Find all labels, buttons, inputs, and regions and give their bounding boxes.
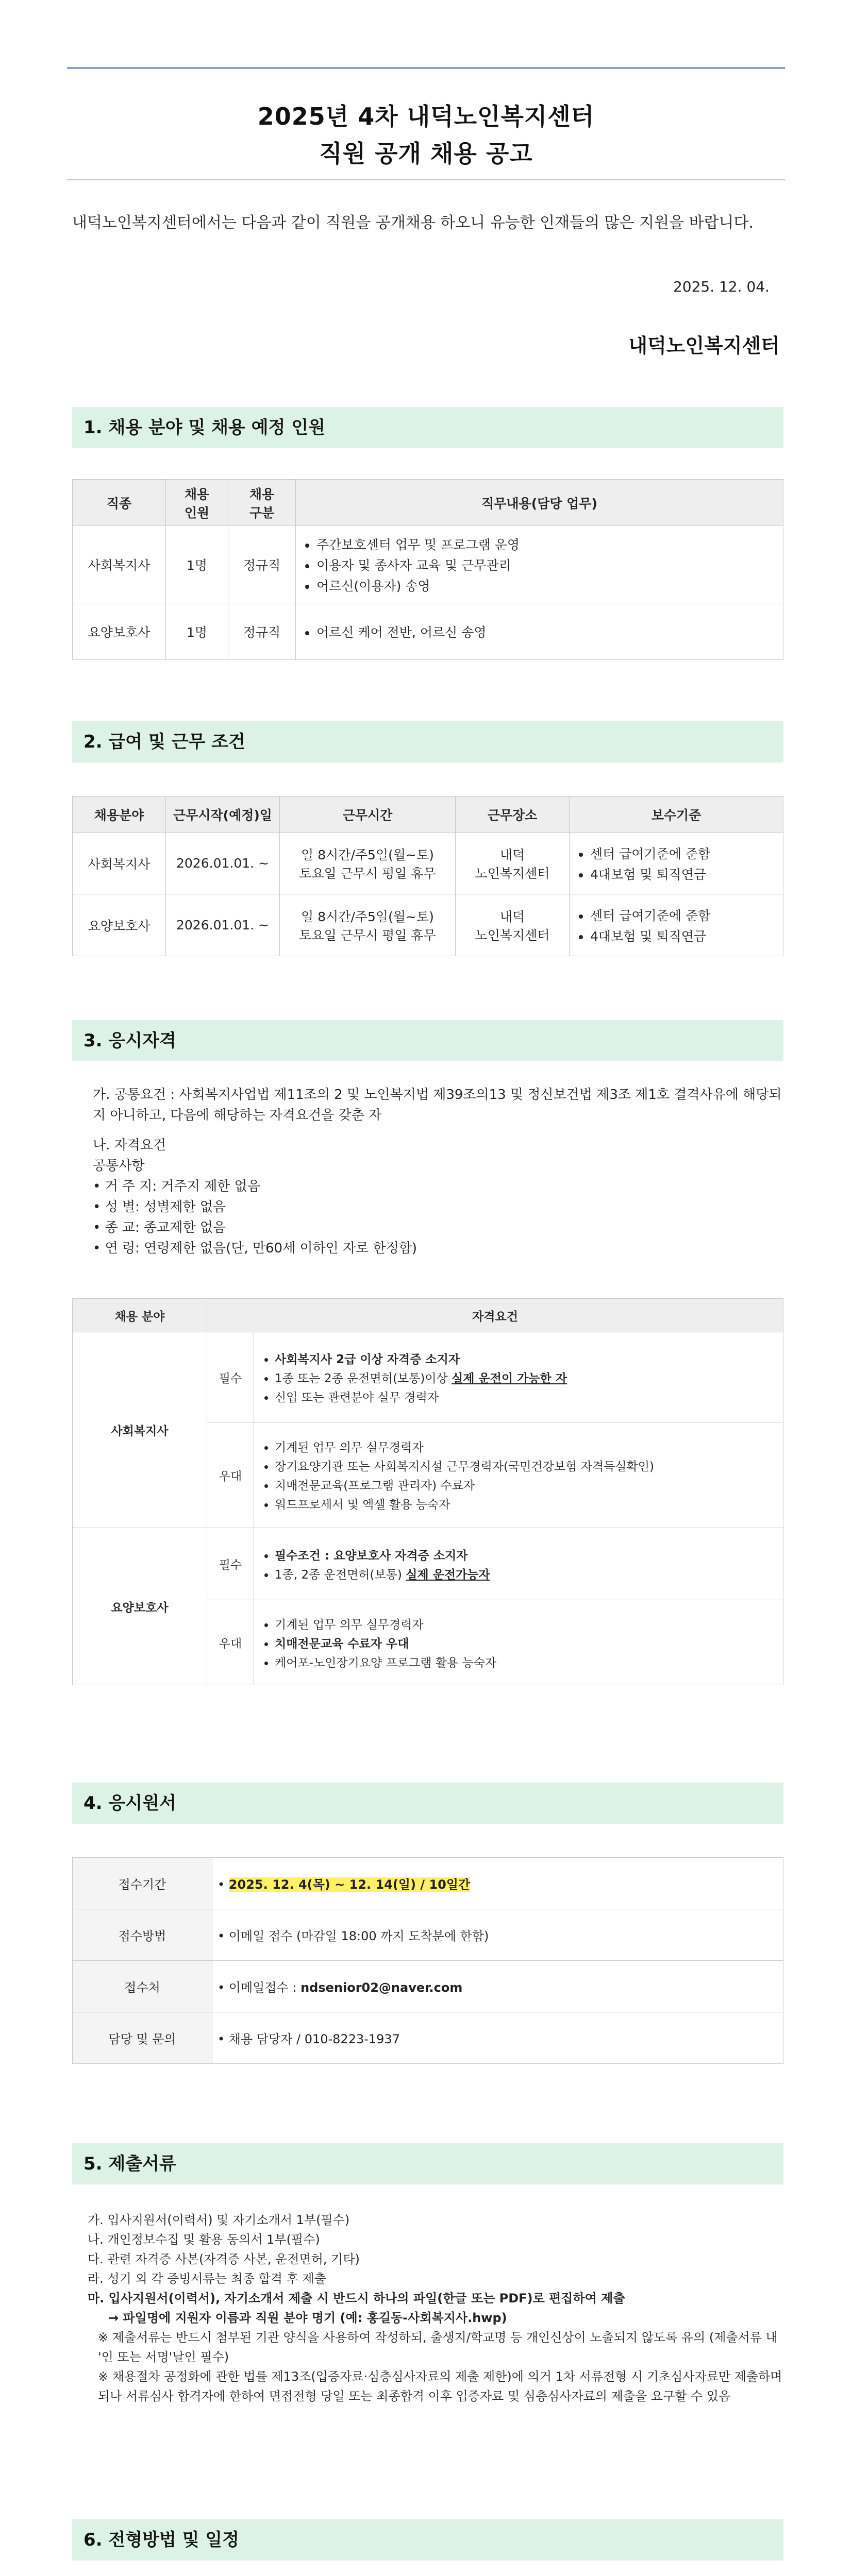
col-start: 근무시작(예정)일: [166, 796, 280, 833]
list-item: • 4대보험 및 퇴직연금: [590, 865, 778, 883]
table-row: [73, 1909, 783, 1961]
col-count: 채용 인원: [166, 480, 228, 526]
list-item: 다. 관련 자격증 사본(자격증 사본, 운전면허, 기타): [88, 2252, 360, 2266]
list-item: • 기계된 업무 의무 실무경력자: [275, 1438, 778, 1455]
cell-preferred: 우대: [207, 1600, 254, 1685]
place-line: 내덕: [499, 909, 525, 924]
license-emphasis: 실제 운전가능자: [406, 1568, 490, 1582]
list-item: • 필수조건 : 요양보호사 자격증 소지자: [275, 1546, 778, 1563]
table-row: [73, 894, 783, 956]
cell-field: 요양보호사: [73, 894, 166, 956]
cell-requirements: [254, 1528, 783, 1600]
period-highlight: 2025. 12. 4(목) ~ 12. 14(일) / 10일간: [228, 1877, 471, 1892]
note-item: ※ 제출서류는 반드시 첨부된 기관 양식을 사용하여 작성하되, 출생지/학교명 등 개인신상이 노출되지 않도록 유의 (제출서류 내 '인 또는 서명'날인 필수): [98, 2330, 778, 2364]
list-item: • 센터 급여기준에 준함: [590, 906, 778, 924]
col-type: 채용 구분: [228, 480, 296, 526]
cell-requirements: [254, 1332, 783, 1422]
top-rule: [67, 67, 785, 69]
cell-value: • 채용 담당자 / 010-8223-1937: [212, 2012, 783, 2064]
list-item: 라. 성기 외 각 증빙서류는 최종 합격 후 제출: [88, 2272, 326, 2286]
cell-type: 정규직: [228, 526, 296, 603]
list-item: • 어르신 케어 전반, 어르신 송영: [316, 622, 778, 641]
table-row: [73, 1858, 783, 1909]
cell-place: [456, 894, 570, 956]
cell-value: • 2025. 12. 4(목) ~ 12. 14(일) / 10일간: [212, 1858, 783, 1909]
cell-start: 2026.01.01. ~: [166, 894, 280, 956]
recruitment-table: [72, 479, 783, 660]
documents-list: [88, 2210, 783, 2406]
cell-preferences: [254, 1600, 783, 1685]
list-item: 나. 개인정보수집 및 활용 동의서 1부(필수): [88, 2232, 320, 2247]
list-item: [275, 1565, 778, 1582]
section-6-heading: 6. 전형방법 및 일정: [72, 2519, 783, 2561]
qualification-text: [93, 1084, 783, 1259]
section-1-heading: 1. 채용 분야 및 채용 예정 인원: [72, 407, 783, 448]
license-text: 1종, 2종 운전면허(보통): [275, 1568, 406, 1582]
list-item: • 치매전문교육 수료자 우대: [275, 1634, 778, 1651]
list-item: • 케어포-노인장기요양 프로그램 활용 능숙자: [275, 1653, 778, 1670]
table-row: [73, 603, 783, 660]
hours-line: 토요일 근무시 평일 휴무: [299, 866, 436, 881]
note-item: ※ 채용절차 공정화에 관한 법률 제13조(입증자료·심층심사자료의 제출 제한)에 의거 1차 서류전형 시 기초심사자료만 제출하며 되나 서류심사 합격자에 한하여 면접전형 당일 또는 최종합격 이후 입증자료 및 심층심사자료의 제출을 요구할 수 있음: [98, 2369, 782, 2403]
intro-text: 내덕노인복지센터에서는 다음과 같이 직원을 공개채용 하오니 유능한 인재들의 많은 지원을 바랍니다.: [72, 214, 754, 232]
place-line: 내덕: [499, 847, 525, 862]
table-row: [73, 1961, 783, 2012]
cell-field: 사회복지사: [73, 1332, 207, 1528]
cell-preferences: [254, 1422, 783, 1528]
cell-job: 요양보호사: [73, 603, 166, 660]
col-pay: 보수기준: [570, 796, 783, 833]
col-place: 근무장소: [456, 796, 570, 833]
table-row: [73, 526, 783, 603]
list-item: • 치매전문교육(프로그램 관리자) 수료자: [275, 1476, 778, 1493]
cell-label: 접수방법: [73, 1909, 212, 1961]
method-text: 이메일 접수 (마감일 18:00 까지 도착분에 한함): [228, 1929, 489, 1943]
cell-type: 정규직: [228, 603, 296, 660]
common-item: • 종 교: 종교제한 없음: [93, 1220, 226, 1235]
col-field: 채용 분야: [73, 1299, 207, 1332]
list-item: • 이용자 및 종사자 교육 및 근무관리: [316, 555, 778, 574]
hours-line: 일 8시간/주5일(월~토): [301, 847, 434, 862]
list-item: • 어르신(이용자) 송영: [316, 576, 778, 595]
col-qualification: 자격요건: [207, 1299, 783, 1332]
cell-field: 사회복지사: [73, 833, 166, 894]
common-item: • 거 주 지: 거주지 제한 없음: [93, 1179, 260, 1194]
page-title-line1: 2025년 4차 내덕노인복지센터: [257, 103, 595, 130]
list-item: 가. 입사지원서(이력서) 및 자기소개서 1부(필수): [88, 2213, 350, 2227]
cell-required: 필수: [207, 1528, 254, 1600]
notice-date: 2025. 12. 04.: [673, 278, 770, 295]
place-line: 노인복지센터: [475, 866, 550, 881]
list-item: • 사회복지사 2급 이상 자격증 소지자: [275, 1350, 778, 1367]
cell-label: 접수기간: [73, 1858, 212, 1909]
common-heading: 공통사항: [93, 1158, 145, 1174]
col-field: 채용분야: [73, 796, 166, 833]
common-item: • 연 령: 연령제한 없음(단, 만60세 이하인 자로 한정함): [93, 1241, 417, 1256]
email-link[interactable]: ndsenior02@naver.com: [300, 1980, 463, 1995]
cell-place: [456, 833, 570, 894]
col-duties: 직무내용(담당 업무): [296, 480, 783, 526]
col-hours: 근무시간: [280, 796, 456, 833]
list-item: 마. 입사지원서(이력서), 자기소개서 제출 시 반드시 하나의 파일(한글 또는 PDF)로 편집하여 제출: [88, 2291, 625, 2306]
qualification-table: [72, 1298, 783, 1685]
salary-table: [72, 796, 783, 956]
list-item: • 장기요양기관 또는 사회복지시설 근무경력자(국민건강보험 자격득실확인): [275, 1457, 778, 1474]
common-requirement: 가. 공통요건 : 사회복지사업법 제11조의 2 및 노인복지법 제39조의13 및 정신보건법 제3조 제1호 결격사유에 해당되지 아니하고, 다음에 해당하는 자격요건을 갖춘 자: [93, 1087, 782, 1123]
list-item: • 워드프로세서 및 엑셀 활용 능숙자: [275, 1495, 778, 1512]
cell-duties: [296, 603, 783, 660]
section-5-heading: 5. 제출서류: [72, 2143, 783, 2184]
license-text: 1종 또는 2종 운전면허(보통)이상: [275, 1371, 452, 1385]
list-item: • 센터 급여기준에 준함: [590, 844, 778, 862]
cell-required: 필수: [207, 1332, 254, 1422]
license-emphasis: 실제 운전이 가능한 자: [452, 1371, 567, 1385]
section-4-heading: 4. 응시원서: [72, 1783, 783, 1824]
cell-value: • 이메일 접수 (마감일 18:00 까지 도착분에 한함): [212, 1909, 783, 1961]
organization-name: 내덕노인복지센터: [628, 334, 780, 357]
cell-hours: [280, 833, 456, 894]
table-row: [73, 1528, 783, 1600]
cell-pay: [570, 833, 783, 894]
table-row: [73, 2012, 783, 2064]
cell-value: • 이메일접수 : ndsenior02@naver.com: [212, 1961, 783, 2012]
cell-duties: [296, 526, 783, 603]
hours-line: 일 8시간/주5일(월~토): [301, 909, 434, 924]
list-item: [275, 1369, 778, 1386]
cell-start: 2026.01.01. ~: [166, 833, 280, 894]
title-rule: [67, 179, 785, 180]
cell-label: 담당 및 문의: [73, 2012, 212, 2064]
common-item: • 성 별: 성별제한 없음: [93, 1199, 226, 1215]
table-row: [73, 1332, 783, 1422]
list-item: • 4대보험 및 퇴직연금: [590, 926, 778, 945]
table-row: [73, 833, 783, 894]
section-2-heading: 2. 급여 및 근무 조건: [72, 721, 783, 762]
requirement-heading: 나. 자격요건: [93, 1138, 166, 1153]
cell-preferred: 우대: [207, 1422, 254, 1528]
list-item: • 신입 또는 관련분야 실무 경력자: [275, 1388, 778, 1405]
col-job: 직종: [73, 480, 166, 526]
list-item: • 기계된 업무 의무 실무경력자: [275, 1615, 778, 1632]
page-title-line2: 직원 공개 채용 공고: [319, 140, 533, 167]
contact-text: 채용 담당자 / 010-8223-1937: [228, 2032, 400, 2046]
section-3-heading: 3. 응시자격: [72, 1020, 783, 1061]
list-item: • 주간보호센터 업무 및 프로그램 운영: [316, 535, 778, 553]
cell-label: 접수처: [73, 1961, 212, 2012]
cell-field: 요양보호사: [73, 1528, 207, 1685]
cell-pay: [570, 894, 783, 956]
hours-line: 토요일 근무시 평일 휴무: [299, 927, 436, 943]
email-label: 이메일접수 :: [228, 1980, 301, 1995]
cell-job: 사회복지사: [73, 526, 166, 603]
application-table: [72, 1857, 783, 2064]
place-line: 노인복지센터: [475, 927, 550, 943]
cell-count: 1명: [166, 526, 228, 603]
cell-count: 1명: [166, 603, 228, 660]
cell-hours: [280, 894, 456, 956]
filename-rule: → 파일명에 지원자 이름과 직원 분야 명기 (예: 홍길동-사회복지사.hwp): [108, 2311, 507, 2325]
